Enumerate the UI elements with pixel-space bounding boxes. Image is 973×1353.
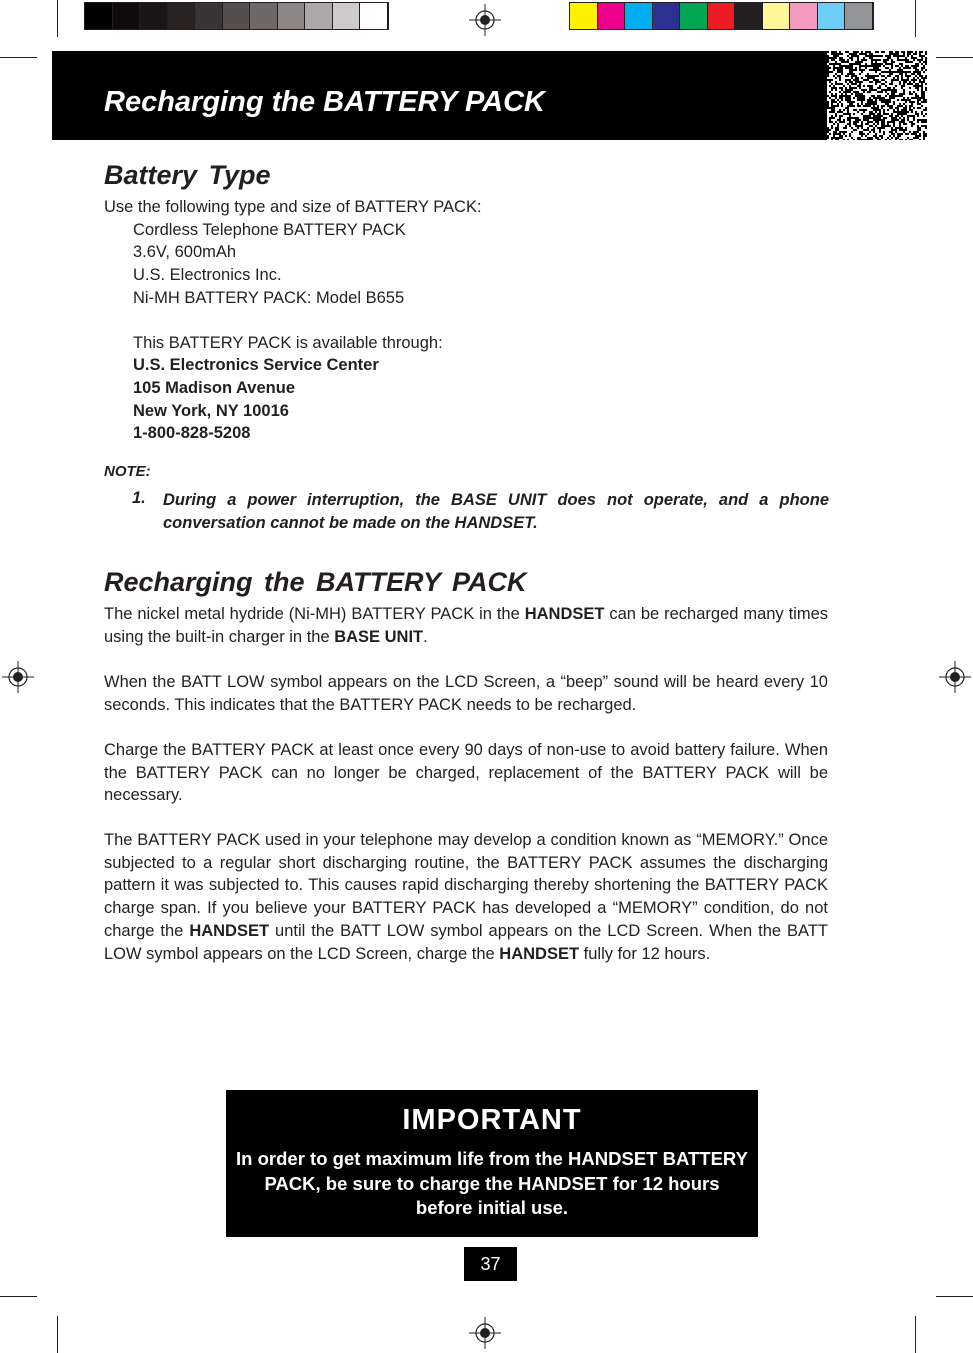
paragraph: The BATTERY PACK used in your telephone may develop a condition known as “MEMORY.” Once subjected to a regular short discharging routine, the BATTERY PACK assumes the discharging pattern it was subjected to. This causes rapid discharging thereby shortening the BATTERY PACK charge span. If you believe your BATTERY PACK has developed a “MEMORY” condition, do not charge the HANDSET until the BATT LOW symbol appears on the LCD Screen. When the BATT LOW symbol appears on the LCD Screen, charge the HANDSET fully for 12 hours. <box>104 831 828 963</box>
color-swatch <box>680 3 708 29</box>
address-line: 105 Madison Avenue <box>133 379 295 397</box>
registration-mark-icon <box>2 661 34 693</box>
page-number: 37 <box>464 1247 517 1281</box>
color-swatch <box>278 3 306 29</box>
registration-mark-icon <box>469 4 501 36</box>
color-swatch <box>625 3 653 29</box>
paragraph: When the BATT LOW symbol appears on the LCD Screen, a “beep” sound will be heard every 10 seconds. This indicates that the BATTERY PACK needs to be recharged. <box>104 673 828 714</box>
color-swatch <box>223 3 251 29</box>
important-text: In order to get maximum life from the HANDSET BATTERY PACK, be sure to charge the HANDSET for 12 hours before initial use. <box>236 1148 748 1218</box>
process-color-bar <box>569 2 874 30</box>
paragraph: Charge the BATTERY PACK at least once every 90 days of non-use to avoid battery failure. When the BATTERY PACK can no longer be charged, replacement of the BATTERY PACK will be necessary. <box>104 741 828 805</box>
note-number: 1. <box>132 489 146 507</box>
availability-text: This BATTERY PACK is available through: <box>133 334 443 352</box>
section-heading-recharging: Recharging the BATTERY PACK <box>104 567 527 597</box>
color-swatch <box>140 3 168 29</box>
color-swatch <box>360 3 388 29</box>
color-swatch <box>763 3 791 29</box>
color-swatch <box>333 3 361 29</box>
color-swatch <box>85 3 113 29</box>
important-notice-box <box>226 1090 758 1237</box>
note-label: NOTE: <box>104 463 151 480</box>
paragraph: The nickel metal hydride (Ni-MH) BATTERY PACK in the HANDSET can be recharged many times using the built-in charger in the BASE UNIT. <box>104 605 829 646</box>
color-swatch <box>653 3 681 29</box>
halftone-pattern-icon <box>827 51 927 140</box>
registration-mark-icon <box>469 1317 501 1349</box>
spec-line: Cordless Telephone BATTERY PACK <box>133 221 406 239</box>
page-title: Recharging the BATTERY PACK <box>104 86 545 118</box>
important-title: IMPORTANT <box>402 1104 582 1136</box>
spec-line: Ni-MH BATTERY PACK: Model B655 <box>133 289 405 307</box>
spec-line: U.S. Electronics Inc. <box>133 266 282 284</box>
color-swatch <box>818 3 846 29</box>
grayscale-color-bar <box>84 2 389 30</box>
registration-mark-icon <box>939 661 971 693</box>
address-line: New York, NY 10016 <box>133 402 289 420</box>
color-swatch <box>735 3 763 29</box>
color-swatch <box>250 3 278 29</box>
phone-number: 1-800-828-5208 <box>133 424 251 442</box>
color-swatch <box>113 3 141 29</box>
spec-line: 3.6V, 600mAh <box>133 243 237 261</box>
color-swatch <box>708 3 736 29</box>
color-swatch <box>790 3 818 29</box>
color-swatch <box>168 3 196 29</box>
battery-type-intro: Use the following type and size of BATTERY PACK: <box>104 198 482 216</box>
color-swatch <box>570 3 598 29</box>
color-swatch <box>598 3 626 29</box>
section-heading-battery-type: Battery Type <box>104 160 271 190</box>
note-text: During a power interruption, the BASE UNIT does not operate, and a phone conversation cannot be made on the HANDSET. <box>163 491 829 532</box>
color-swatch <box>845 3 873 29</box>
color-swatch <box>195 3 223 29</box>
address-line: U.S. Electronics Service Center <box>133 356 379 374</box>
color-swatch <box>305 3 333 29</box>
